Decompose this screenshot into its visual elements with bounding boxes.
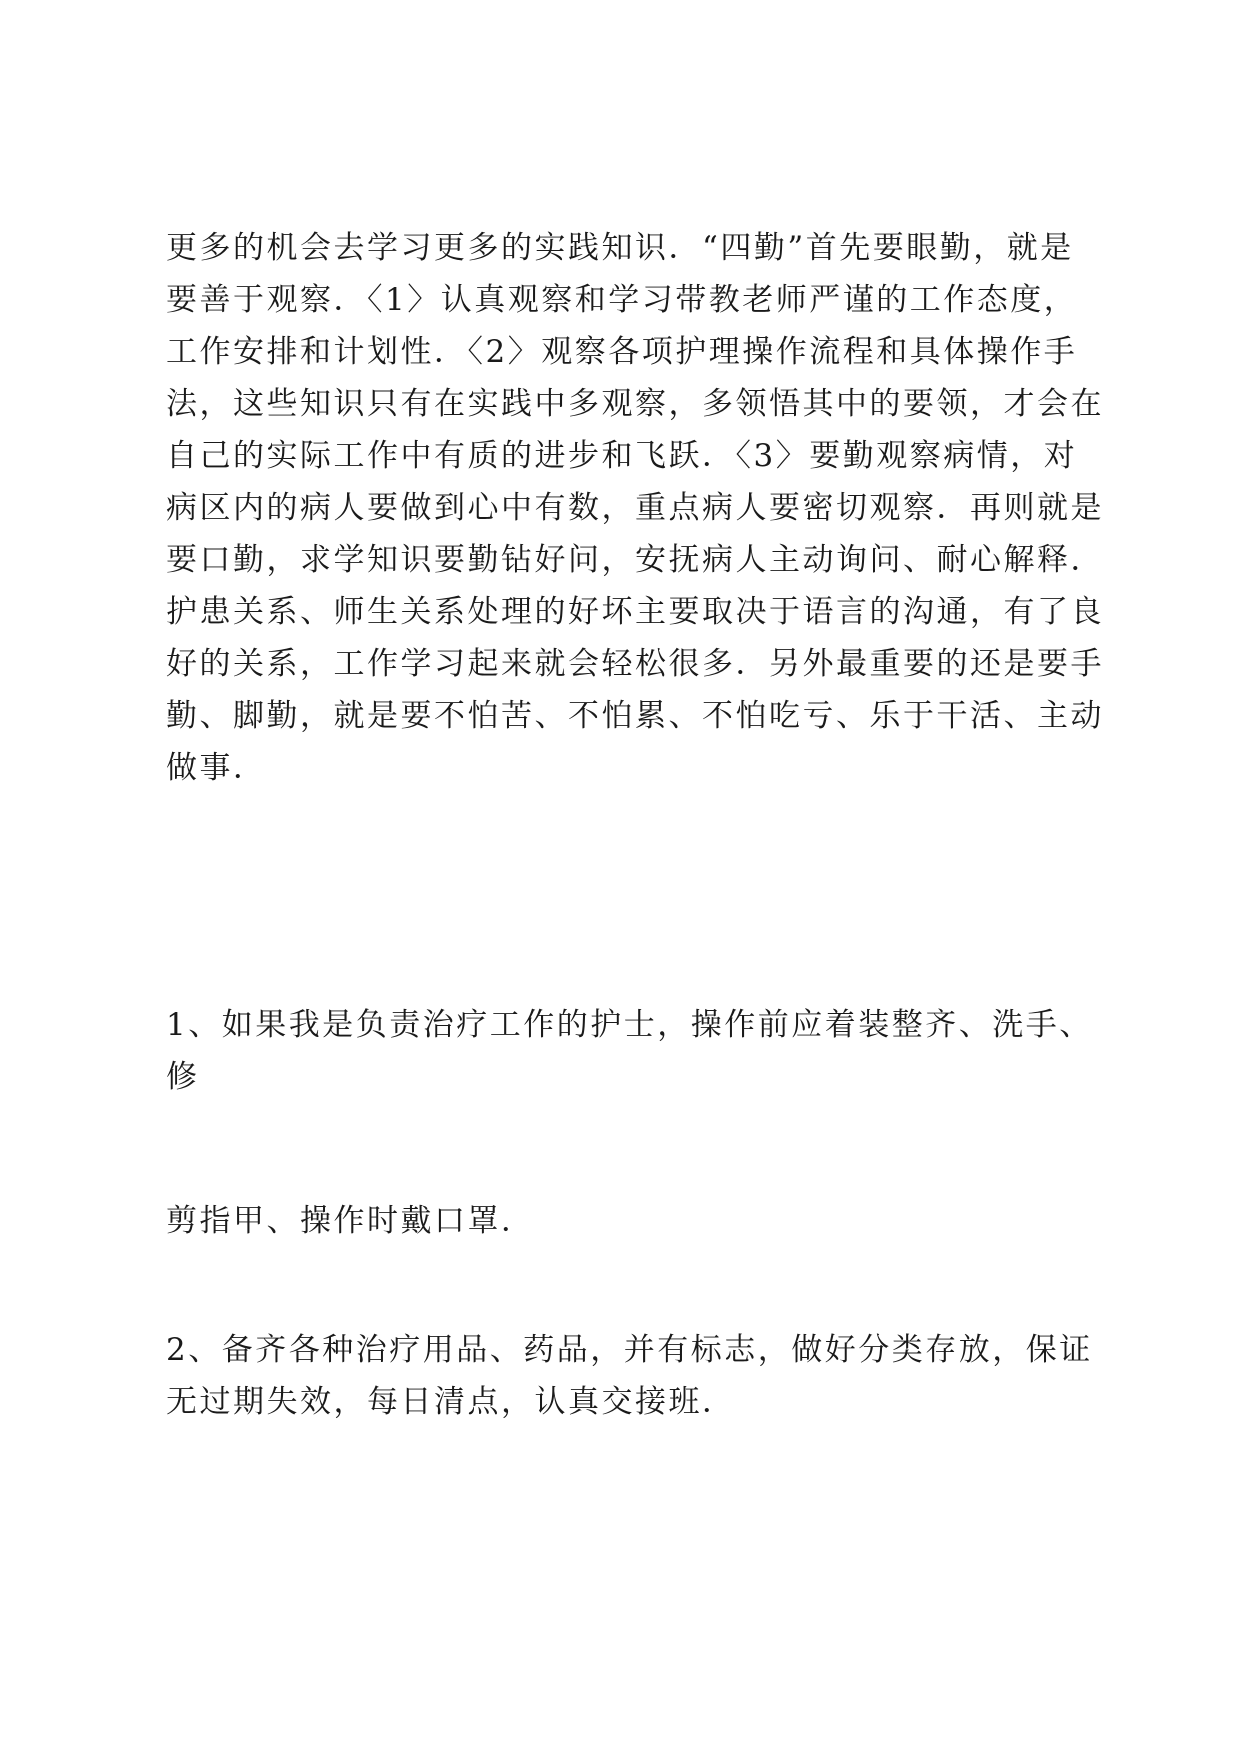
list-item-2 [166,1324,1096,1428]
list-item-line: 1、如果我是负责治疗工作的护士，操作前应着装整齐、洗手、 [166,1007,1093,1043]
list-item-line: 修 [166,1059,200,1095]
paragraph-line: 更多的机会去学习更多的实践知识．“四勤”首先要眼勤，就是 [166,230,1074,266]
list-item-1-continuation [166,1195,1096,1247]
paragraph-line: 要善于观察．〈1〉认真观察和学习带教老师严谨的工作态度， [166,282,1078,318]
paragraph-line: 病区内的病人要做到心中有数，重点病人要密切观察．再则就是 [166,490,1104,526]
paragraph-line: 好的关系，工作学习起来就会轻松很多．另外最重要的还是要手 [166,646,1104,682]
paragraph-line: 自己的实际工作中有质的进步和飞跃．〈3〉要勤观察病情，对 [166,438,1078,474]
paragraph-line: 法，这些知识只有在实践中多观察，多领悟其中的要领，才会在 [166,386,1104,422]
list-item-1 [166,999,1096,1103]
list-item-line: 无过期失效，每日清点，认真交接班． [166,1384,736,1420]
body-paragraph [166,222,1104,794]
list-item-line: 2、备齐各种治疗用品、药品，并有标志，做好分类存放，保证 [166,1332,1093,1368]
paragraph-line: 做事． [166,750,267,786]
paragraph-line: 工作安排和计划性．〈2〉观察各项护理操作流程和具体操作手 [166,334,1078,370]
paragraph-line: 勤、脚勤，就是要不怕苦、不怕累、不怕吃亏、乐于干活、主动 [166,698,1104,734]
list-item-line: 剪指甲、操作时戴口罩． [166,1203,535,1239]
paragraph-line: 要口勤，求学知识要勤钻好问，安抚病人主动询问、耐心解释． [166,542,1104,578]
paragraph-line: 护患关系、师生关系处理的好坏主要取决于语言的沟通，有了良 [166,594,1104,630]
